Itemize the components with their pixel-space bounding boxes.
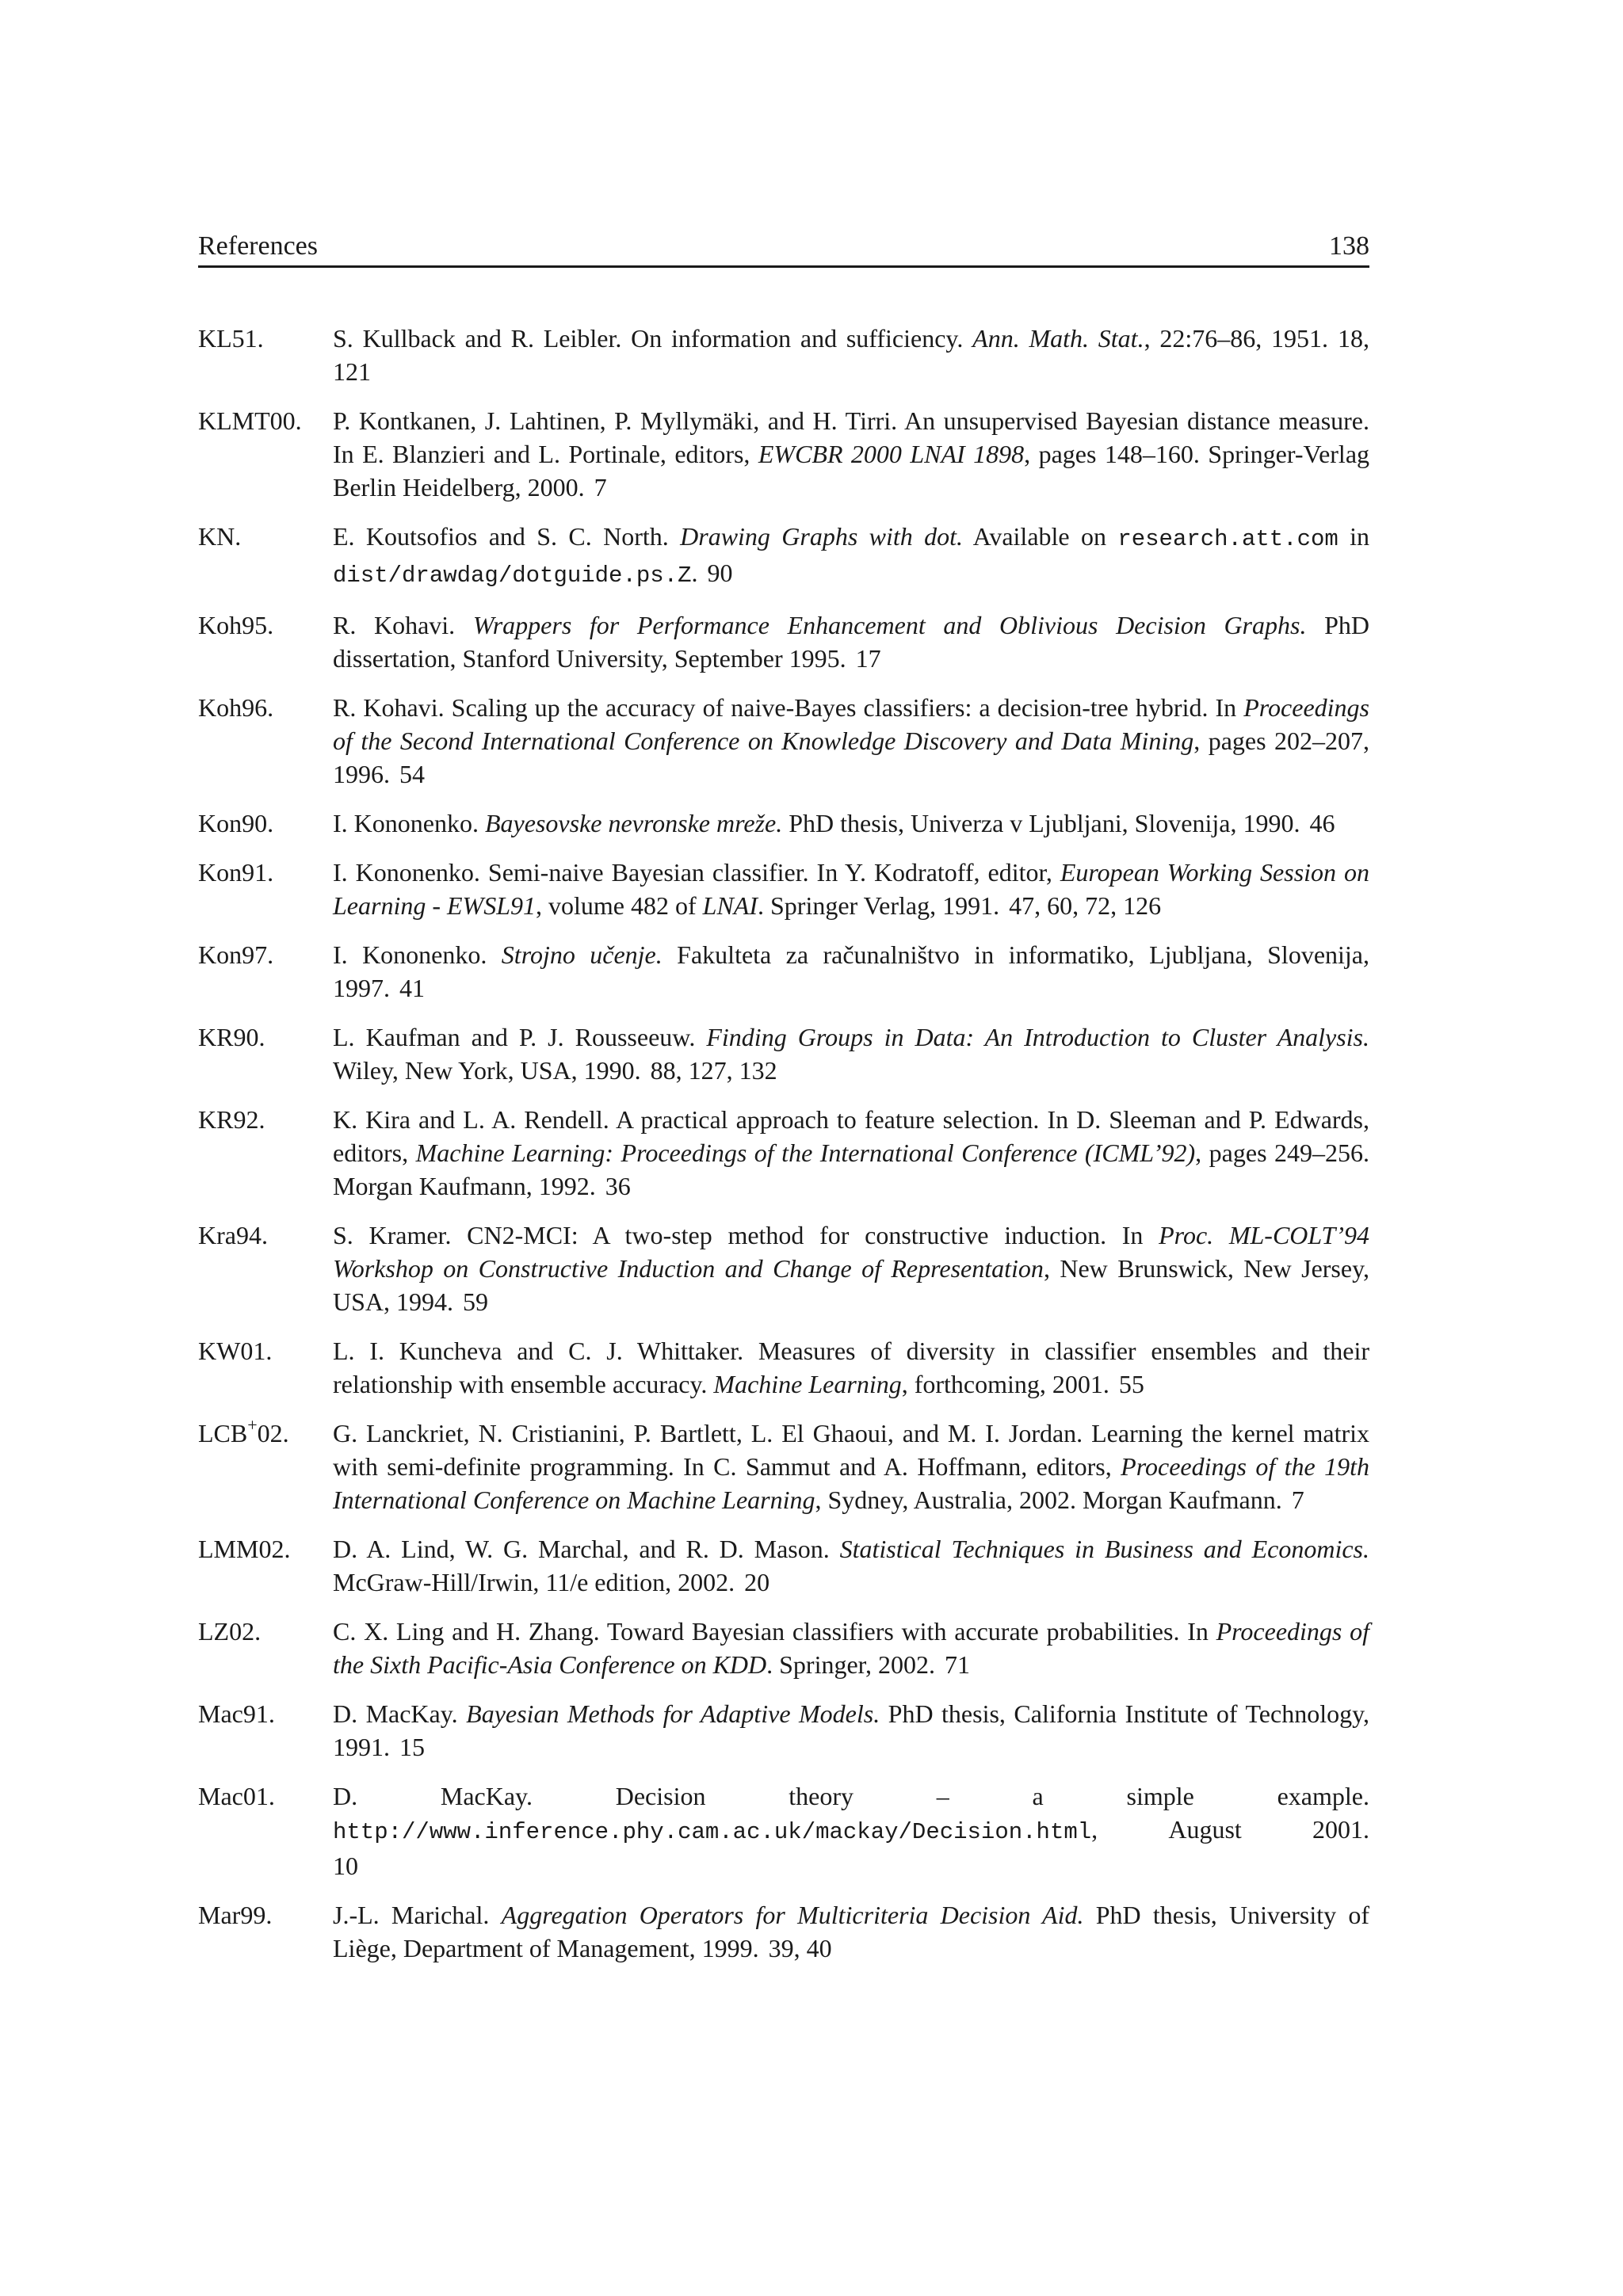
back-reference-pages[interactable]: 15 bbox=[399, 1733, 425, 1761]
file-path: dist/drawdag/dotguide.ps.Z bbox=[333, 563, 692, 589]
citation-key: Kon90. bbox=[198, 809, 274, 837]
citation-key-superscript: + bbox=[247, 1415, 258, 1436]
citation-key: KR90. bbox=[198, 1023, 265, 1051]
reference-entry bbox=[198, 1334, 1369, 1401]
citation-key: Mac01. bbox=[198, 1782, 275, 1810]
proceedings-title: Proceedings of the 19th International Conference on Machine Learning bbox=[333, 1452, 1370, 1514]
back-reference-pages[interactable]: 20 bbox=[744, 1568, 770, 1596]
citation-key: Koh95. bbox=[198, 611, 274, 639]
reference-entry bbox=[198, 856, 1369, 922]
reference-entry bbox=[198, 1103, 1369, 1203]
reference-entry bbox=[198, 1779, 1369, 1882]
reference-text: E. Koutsofios and S. C. North. Drawing Graphs with dot. Available on research.att.com in dist/drawdag/dotguide.ps.Z. 90 bbox=[333, 522, 1370, 589]
url-link[interactable]: http://www.inference.phy.cam.ac.uk/mackay/Decision.html bbox=[333, 1819, 1092, 1845]
journal-title: Machine Learning bbox=[713, 1370, 902, 1398]
reference-text: I. Kononenko. Semi-naive Bayesian classifier. In Y. Kodratoff, editor, European Working Session on Learning - EWSL91, volume 482 of LNAI. Springer Verlag, 1991. 47, 60, 72, 126 bbox=[333, 858, 1370, 920]
reference-text: D. MacKay. Bayesian Methods for Adaptive Models. PhD thesis, California Institute of Technology, 1991. 15 bbox=[333, 1699, 1370, 1761]
back-reference-pages[interactable]: 47, 60, 72, 126 bbox=[1009, 891, 1162, 920]
citation-key: Kon97. bbox=[198, 940, 274, 969]
reference-url-line: http://www.inference.phy.cam.ac.uk/mackay/Decision.html, August 2001. bbox=[333, 1815, 1369, 1845]
proceedings-title: EWCBR 2000 LNAI 1898 bbox=[758, 440, 1025, 468]
reference-first-line: D. MacKay. Decision theory – a simple example. bbox=[333, 1782, 1369, 1810]
citation-key: LCB+02. bbox=[198, 1415, 289, 1447]
reference-entry bbox=[198, 1020, 1369, 1087]
reference-text: D. A. Lind, W. G. Marchal, and R. D. Mason. Statistical Techniques in Business and Economics. McGraw-Hill/Irwin, 11/e edition, 2002. 20 bbox=[333, 1535, 1370, 1596]
reference-text: G. Lanckriet, N. Cristianini, P. Bartlett, L. El Ghaoui, and M. I. Jordan. Learning the kernel matrix with semi-definite programming. In C. Sammut and A. Hoffmann, editors, Proceedings of the 19th International Conference on Machine Learning, Sydney, Australia, 2002. Morgan Kaufmann. 7 bbox=[333, 1419, 1370, 1514]
proceedings-title: European Working Session on Learning - EWSL91 bbox=[333, 858, 1370, 920]
proceedings-title: Proc. ML-COLT’94 Workshop on Constructive Induction and Change of Representation bbox=[333, 1221, 1370, 1283]
back-reference-pages[interactable]: 10 bbox=[333, 1852, 358, 1880]
citation-key: KR92. bbox=[198, 1105, 265, 1134]
series-title: LNAI bbox=[702, 891, 758, 920]
reference-entry bbox=[198, 807, 1369, 840]
reference-entry bbox=[198, 1219, 1369, 1318]
reference-entry bbox=[198, 520, 1369, 593]
book-title: Finding Groups in Data: An Introduction to Cluster Analysis. bbox=[706, 1023, 1370, 1051]
reference-text: K. Kira and L. A. Rendell. A practical approach to feature selection. In D. Sleeman and P. Edwards, editors, Machine Learning: Proceedings of the International Conference (ICML’92), pages 249–256. Morgan Kaufmann, 1992. 36 bbox=[333, 1105, 1370, 1200]
book-title: Statistical Techniques in Business and Economics. bbox=[839, 1535, 1370, 1563]
reference-entry bbox=[198, 691, 1369, 791]
reference-text: L. Kaufman and P. J. Rousseeuw. Finding Groups in Data: An Introduction to Cluster Analysis. Wiley, New York, USA, 1990. 88, 127, 132 bbox=[333, 1023, 1370, 1085]
dissertation-title: Wrappers for Performance Enhancement and Oblivious Decision Graphs. bbox=[472, 611, 1307, 639]
page-number: 138 bbox=[1329, 231, 1369, 261]
back-reference-pages[interactable]: 46 bbox=[1309, 809, 1335, 837]
reference-entry bbox=[198, 608, 1369, 675]
reference-list bbox=[198, 322, 1369, 1981]
thesis-title: Aggregation Operators for Multicriteria Decision Aid. bbox=[501, 1901, 1084, 1929]
citation-key: LMM02. bbox=[198, 1535, 291, 1563]
back-reference-pages[interactable]: 90 bbox=[707, 559, 733, 587]
book-title: Strojno učenje. bbox=[501, 940, 663, 969]
citation-key: KN. bbox=[198, 522, 242, 551]
reference-text: J.-L. Marichal. Aggregation Operators for Multicriteria Decision Aid. PhD thesis, University of Liège, Department of Management, 1999. 39, 40 bbox=[333, 1901, 1370, 1962]
back-reference-pages[interactable]: 39, 40 bbox=[768, 1934, 832, 1962]
citation-key: Mar99. bbox=[198, 1901, 273, 1929]
reference-text: L. I. Kuncheva and C. J. Whittaker. Measures of diversity in classifier ensembles and their relationship with ensemble accuracy. Machine Learning, forthcoming, 2001. 55 bbox=[333, 1337, 1369, 1398]
reference-text: I. Kononenko. Bayesovske nevronske mreže. PhD thesis, Univerza v Ljubljani, Slovenija, 1990. 46 bbox=[333, 809, 1335, 837]
book-title: Drawing Graphs with dot. bbox=[680, 522, 964, 551]
proceedings-title: Proceedings of the Sixth Pacific-Asia Conference on KDD bbox=[333, 1617, 1370, 1679]
proceedings-title: Machine Learning: Proceedings of the International Conference (ICML’92) bbox=[415, 1138, 1196, 1167]
reference-entry bbox=[198, 1615, 1369, 1681]
back-reference-pages[interactable]: 88, 127, 132 bbox=[650, 1056, 777, 1085]
reference-entry bbox=[198, 404, 1369, 504]
reference-text: S. Kullback and R. Leibler. On information and sufficiency. Ann. Math. Stat., 22:76–86, 1951. 18, 121 bbox=[333, 324, 1370, 386]
journal-title: Ann. Math. Stat. bbox=[972, 324, 1144, 353]
running-head bbox=[198, 228, 1369, 265]
reference-text: R. Kohavi. Scaling up the accuracy of naive-Bayes classifiers: a decision-tree hybrid. In Proceedings of the Second International Conference on Knowledge Discovery and Data Mining, pages 202–207, 1996. 54 bbox=[333, 693, 1370, 788]
reference-text: C. X. Ling and H. Zhang. Toward Bayesian classifiers with accurate probabilities. In Proceedings of the Sixth Pacific-Asia Conference on KDD. Springer, 2002. 71 bbox=[333, 1617, 1370, 1679]
citation-key: Koh96. bbox=[198, 693, 274, 722]
thesis-title: Bayesian Methods for Adaptive Models. bbox=[466, 1699, 880, 1728]
back-reference-pages[interactable]: 71 bbox=[945, 1650, 971, 1679]
citation-key: Kon91. bbox=[198, 858, 274, 887]
reference-text: S. Kramer. CN2-MCI: A two-step method for constructive induction. In Proc. ML-COLT’94 Workshop on Constructive Induction and Change of Representation, New Brunswick, New Jersey, USA, 1994. 59 bbox=[333, 1221, 1370, 1316]
back-reference-pages[interactable]: 18, 121 bbox=[333, 324, 1370, 386]
reference-text: P. Kontkanen, J. Lahtinen, P. Myllymäki, and H. Tirri. An unsupervised Bayesian distance measure. In E. Blanzieri and L. Portinale, editors, EWCBR 2000 LNAI 1898, pages 148–160. Springer-Verlag Berlin Heidelberg, 2000. 7 bbox=[333, 406, 1370, 502]
reference-text bbox=[333, 1779, 1369, 1882]
back-reference-pages[interactable]: 17 bbox=[855, 644, 881, 673]
citation-key: Kra94. bbox=[198, 1221, 268, 1249]
reference-text: R. Kohavi. Wrappers for Performance Enhancement and Oblivious Decision Graphs. PhD dissertation, Stanford University, September 1995. 17 bbox=[333, 611, 1370, 673]
citation-key: KL51. bbox=[198, 324, 264, 353]
back-reference-pages[interactable]: 54 bbox=[399, 760, 425, 788]
reference-entry bbox=[198, 938, 1369, 1005]
reference-entry bbox=[198, 1417, 1369, 1516]
back-reference-pages[interactable]: 7 bbox=[1291, 1486, 1304, 1514]
reference-entry bbox=[198, 1532, 1369, 1599]
back-reference-pages[interactable]: 55 bbox=[1118, 1370, 1144, 1398]
thesis-title: Bayesovske nevronske mreže. bbox=[484, 809, 783, 837]
citation-key: KW01. bbox=[198, 1337, 273, 1365]
reference-text: I. Kononenko. Strojno učenje. Fakulteta za računalništvo in informatiko, Ljubljana, Slovenija, 1997. 41 bbox=[333, 940, 1370, 1002]
back-reference-pages[interactable]: 7 bbox=[594, 473, 607, 502]
citation-key: LZ02. bbox=[198, 1617, 262, 1646]
back-reference-pages[interactable]: 36 bbox=[605, 1172, 631, 1200]
back-reference-pages[interactable]: 59 bbox=[463, 1287, 489, 1316]
reference-entry bbox=[198, 1697, 1369, 1764]
url-host[interactable]: research.att.com bbox=[1117, 526, 1338, 552]
back-reference-pages[interactable]: 41 bbox=[399, 974, 425, 1002]
citation-key: KLMT00. bbox=[198, 406, 302, 435]
running-head-title: References bbox=[198, 231, 319, 261]
reference-entry bbox=[198, 1898, 1369, 1965]
header-rule bbox=[198, 265, 1369, 268]
proceedings-title: Proceedings of the Second International Conference on Knowledge Discovery and Data Mining bbox=[333, 693, 1369, 755]
reference-entry bbox=[198, 322, 1369, 388]
citation-key: Mac91. bbox=[198, 1699, 275, 1728]
